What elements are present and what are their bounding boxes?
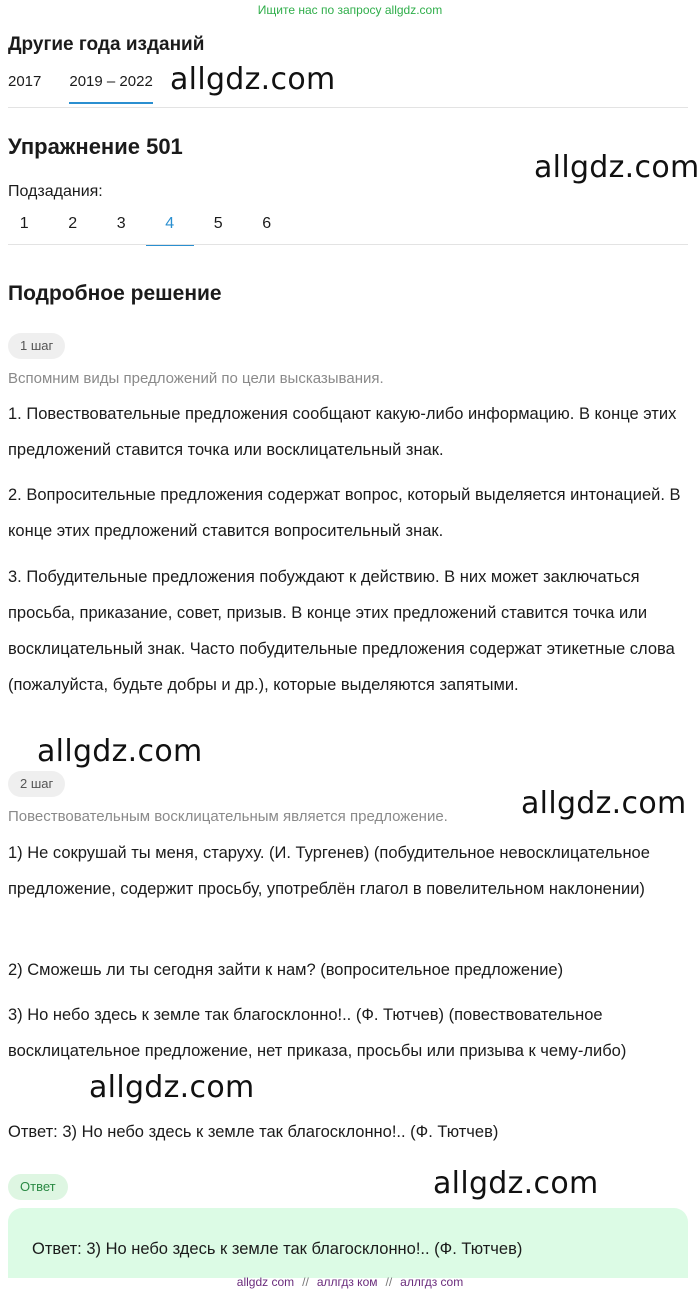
answer-text: Ответ: 3) Но небо здесь к земле так благосклонно!.. (Ф. Тютчев) <box>32 1240 523 1258</box>
subtask-tab-1[interactable]: 1 <box>19 215 29 232</box>
solution-paragraph: 1) Не сокрушай ты меня, старуху. (И. Тургенев) (побудительное невосклицательное предложение, содержит просьбу, употреблён глагол в повелительном наклонении) <box>8 844 650 898</box>
watermark: allgdz.com <box>534 150 700 185</box>
watermark: allgdz.com <box>89 1070 255 1105</box>
watermark: allgdz.com <box>433 1166 599 1201</box>
solution-paragraph: 2) Сможешь ли ты сегодня зайти к нам? (вопросительное предложение) <box>8 961 564 979</box>
subtask-tab-4[interactable]: 4 <box>146 212 195 246</box>
subtask-tab-2[interactable]: 2 <box>68 215 78 232</box>
solution-paragraph: 2. Вопросительные предложения содержат вопрос, который выделяется интонацией. В конце этих предложений ставится вопросительный знак. <box>8 486 681 540</box>
watermark: allgdz.com <box>170 62 336 97</box>
subtask-tab-6[interactable]: 6 <box>262 215 272 232</box>
editions-tabs <box>8 70 181 104</box>
step-hint: Повествовательным восклицательным является предложение. <box>8 808 448 825</box>
search-banner: Ищите нас по запросу allgdz.com <box>257 3 443 17</box>
step-hint: Вспомним виды предложений по цели высказывания. <box>8 370 384 387</box>
subtask-tab-5[interactable]: 5 <box>213 215 223 232</box>
subtask-tabs <box>0 212 291 246</box>
footer-links <box>0 1275 700 1289</box>
solution-paragraph: 3) Но небо здесь к земле так благосклонно!.. (Ф. Тютчев) (повествовательное восклицательное предложение, нет приказа, просьбы или призыва к чему-либо) <box>8 1006 627 1060</box>
step-badge: 1 шаг <box>8 333 65 359</box>
footer-link[interactable]: аллгдз ком <box>316 1275 378 1289</box>
exercise-title: Упражнение 501 <box>8 134 183 159</box>
watermark: allgdz.com <box>37 734 203 769</box>
editions-title: Другие года изданий <box>8 34 205 55</box>
subtask-tab-3[interactable]: 3 <box>116 215 126 232</box>
footer-separator: // <box>302 1275 309 1289</box>
footer-link[interactable]: allgdz com <box>236 1275 295 1289</box>
solution-paragraph: 3. Побудительные предложения побуждают к действию. В них может заключаться просьба, приказание, совет, призыв. В конце этих предложений ставится точка или восклицательный знак. Часто побудительные предложения содержат этикетные слова (пожалуйста, будьте добры и др.), которые выделяются запятыми. <box>8 568 675 694</box>
edition-tab-2019-2022[interactable]: 2019 – 2022 <box>69 70 152 104</box>
subtasks-label: Подзадания: <box>8 183 103 200</box>
answer-line: Ответ: 3) Но небо здесь к земле так благосклонно!.. (Ф. Тютчев) <box>8 1123 499 1141</box>
divider <box>8 244 688 245</box>
solution-paragraph: 1. Повествовательные предложения сообщают какую-либо информацию. В конце этих предложений ставится точка или восклицательный знак. <box>8 405 677 459</box>
footer-separator: // <box>385 1275 393 1289</box>
edition-tab-2017[interactable]: 2017 <box>8 73 42 90</box>
footer-link[interactable]: аллгдз com <box>400 1275 464 1289</box>
solution-title: Подробное решение <box>8 282 222 305</box>
answer-badge: Ответ <box>8 1174 68 1200</box>
step-badge: 2 шаг <box>8 771 65 797</box>
divider <box>8 107 688 108</box>
watermark: allgdz.com <box>521 786 687 821</box>
